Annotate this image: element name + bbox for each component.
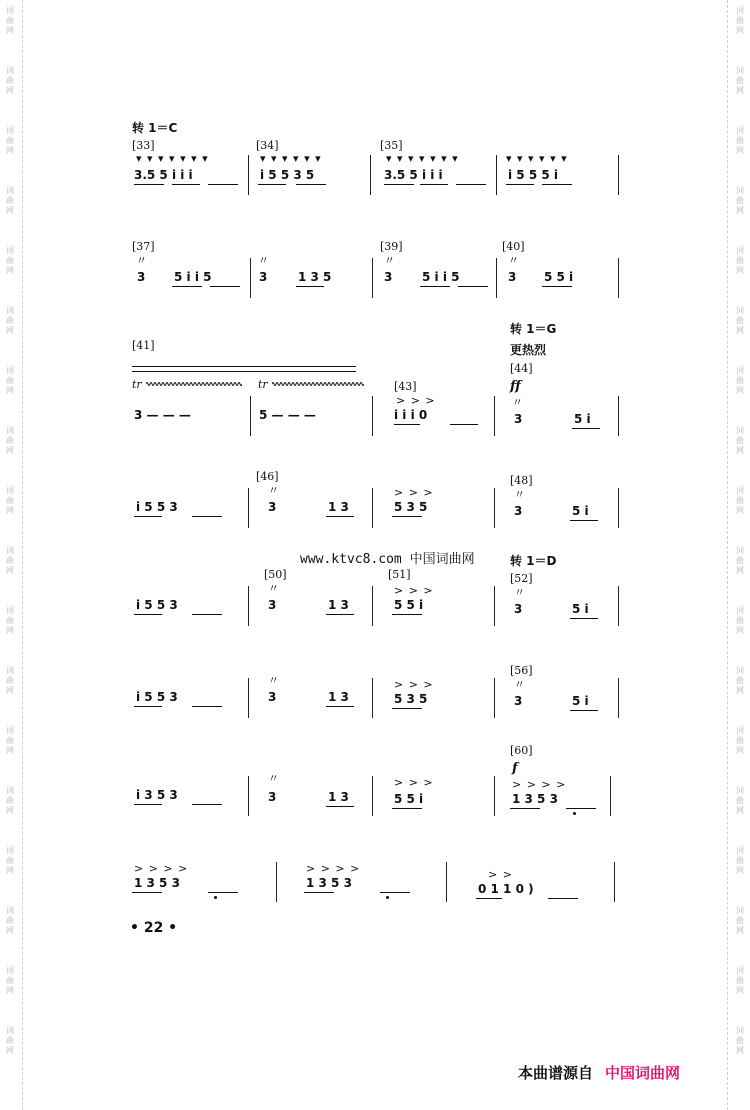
watermark-glyph: 曲 [6,136,14,145]
watermark-glyph: 词 [6,786,14,795]
watermark-glyph: 词 [736,126,744,135]
notation-text: [51] [388,568,411,581]
watermark-glyph: 网 [6,266,14,275]
page-number: • 22 • [130,920,178,936]
watermark-glyph: 词 [6,1026,14,1035]
notation-text: [46] [256,470,279,483]
source-label: 本曲谱源自 [518,1064,594,1082]
beam-underline [296,286,324,287]
watermark-glyph: 词 [6,186,14,195]
notation-text: i 5 5 5 i [508,168,558,182]
notation-text: > > > [394,678,434,691]
beam-underline [542,286,572,287]
watermark-glyph: 曲 [736,1036,744,1045]
notation-text: 〃 [384,254,396,267]
watermark-glyph: 词 [736,1026,744,1035]
watermark-glyph: 网 [736,26,744,35]
notation-text: [39] [380,240,403,253]
bar-line [446,862,447,902]
beam-underline [548,898,578,899]
notation-text: 〃 [258,254,270,267]
bar-line [372,396,373,436]
watermark-glyph: 词 [6,66,14,75]
bar-line [618,488,619,528]
beam-underline [392,516,422,517]
watermark-glyph: 曲 [736,856,744,865]
watermark-glyph: 网 [736,926,744,935]
notation-text: 1 3 5 [298,270,332,284]
watermark-glyph: 词 [6,846,14,855]
watermark-glyph: 网 [6,506,14,515]
notation-text: 5 i i 5 [422,270,460,284]
watermark-glyph: 曲 [736,136,744,145]
beam-underline [134,706,162,707]
notation-text: ▾ ▾ ▾ ▾ ▾ ▾ ▾ [136,152,209,165]
notation-text: 3 [259,270,268,284]
watermark-glyph: 词 [736,426,744,435]
watermark-glyph: 曲 [736,616,744,625]
watermark-glyph: 词 [736,786,744,795]
beam-underline [208,184,238,185]
notation-text: 〃 [268,674,280,687]
bar-line [496,258,497,298]
watermark-glyph: 曲 [6,1036,14,1045]
watermark-glyph: 网 [736,746,744,755]
watermark-glyph: 网 [736,866,744,875]
notation-text: 3 [268,598,277,612]
watermark-glyph: 曲 [6,736,14,745]
notation-text: 5 i i 5 [174,270,212,284]
watermark-glyph: 网 [736,146,744,155]
watermark-glyph: 曲 [6,256,14,265]
watermark-glyph: 词 [6,726,14,735]
bar-line [618,396,619,436]
notation-text: 3 [508,270,517,284]
watermark-glyph: 网 [6,686,14,695]
watermark-glyph: 词 [6,486,14,495]
notation-text: i 3 5 3 [136,788,178,802]
beam-underline [134,184,164,185]
beam-underline [210,286,240,287]
notation-text: 转 1＝C [132,121,178,135]
notation-text: > > > [394,486,434,499]
notation-text: 3 [137,270,146,284]
watermark-glyph: 曲 [6,976,14,985]
notation-text: 3 [514,694,523,708]
watermark-glyph: 词 [6,6,14,15]
beam-underline [132,371,356,372]
watermark-glyph: 网 [736,266,744,275]
watermark-glyph: 网 [6,1046,14,1055]
notation-text: 3 [514,412,523,426]
beam-underline [326,516,354,517]
watermark-glyph: 网 [6,326,14,335]
notation-text: 5 5 i [394,792,424,806]
watermark-glyph: 网 [6,26,14,35]
beam-underline [208,892,238,893]
watermark-glyph: 网 [736,326,744,335]
notation-text: 1 3 [328,790,349,804]
notation-text: [52] [510,572,533,585]
notation-text: 3 [268,500,277,514]
beam-underline [192,614,222,615]
bar-line [614,862,615,902]
notation-text: > > > > [306,862,361,875]
notation-text: ▾ ▾ ▾ ▾ ▾ ▾ [506,152,568,165]
watermark-glyph: 词 [736,606,744,615]
bar-line [618,258,619,298]
watermark-glyph: 曲 [6,16,14,25]
source-footer [518,1062,680,1083]
watermark-glyph: 词 [736,666,744,675]
notation-text: 3 [384,270,393,284]
watermark-glyph: 网 [736,446,744,455]
notation-text: 3 [268,790,277,804]
watermark-glyph: 词 [736,726,744,735]
notation-text: 3.5 5 i i i [134,168,193,182]
beam-underline [566,808,596,809]
watermark-glyph: 词 [6,606,14,615]
beam-underline [132,366,356,367]
octave-dot [573,812,576,815]
bar-line [618,586,619,626]
notation-text: > > > [396,394,436,407]
beam-underline [572,428,600,429]
notation-text: [56] [510,664,533,677]
notation-text: [43] [394,380,417,393]
beam-underline [134,614,162,615]
watermark-glyph: 词 [6,966,14,975]
beam-underline [458,286,488,287]
beam-underline [192,706,222,707]
notation-text: 3 — — — [134,408,191,422]
watermark-glyph: 词 [6,246,14,255]
beam-underline [450,424,478,425]
bar-line [250,396,251,436]
beam-underline [326,706,354,707]
notation-text: [33] [132,139,155,152]
notation-text: [48] [510,474,533,487]
watermark-glyph: 曲 [736,316,744,325]
bar-line [248,678,249,718]
notation-text: i 5 5 3 [136,500,178,514]
notation-text: 5 — — — [259,408,316,422]
notation-text: 1 3 5 3 [512,792,558,806]
watermark-glyph: 词 [6,426,14,435]
notation-text: 3 [268,690,277,704]
watermark-glyph: 曲 [6,916,14,925]
watermark-glyph: 词 [736,486,744,495]
watermark-glyph: 曲 [6,616,14,625]
notation-text: 3.5 5 i i i [384,168,443,182]
watermark-glyph: 曲 [6,196,14,205]
watermark-glyph: 网 [6,566,14,575]
beam-underline [384,184,414,185]
watermark-glyph: 曲 [6,76,14,85]
beam-underline [172,184,200,185]
watermark-glyph: 曲 [736,556,744,565]
watermark-glyph: 网 [736,986,744,995]
bar-line [248,586,249,626]
watermark-glyph: 词 [6,306,14,315]
notation-text: > > > > [134,862,189,875]
notation-text: f [512,761,518,776]
watermark-glyph: 曲 [736,196,744,205]
bar-line [372,258,373,298]
notation-text: 转 1＝G [510,322,557,336]
beam-underline [570,710,598,711]
bar-line [372,776,373,816]
octave-dot [386,896,389,899]
bar-line [276,862,277,902]
watermark-glyph: 曲 [6,676,14,685]
beam-underline [570,520,598,521]
watermark-glyph: 网 [6,206,14,215]
watermark-glyph: 网 [6,626,14,635]
bar-line [372,678,373,718]
watermark-glyph: 网 [736,566,744,575]
notation-text: i 5 5 3 [136,690,178,704]
watermark-glyph: 网 [6,806,14,815]
watermark-glyph: 曲 [736,676,744,685]
watermark-glyph: 网 [6,446,14,455]
watermark-glyph: 网 [736,626,744,635]
beam-underline [510,808,540,809]
watermark-glyph: 曲 [6,796,14,805]
bar-line [494,488,495,528]
bar-line [618,678,619,718]
trill-mark: tr [132,378,142,391]
notation-text: > > > > [512,778,567,791]
site-name: 中国词曲网 [605,1064,681,1082]
watermark-glyph: 词 [736,6,744,15]
notation-text: [41] [132,339,155,352]
beam-underline [542,184,572,185]
beam-underline [258,184,286,185]
notation-text: [50] [264,568,287,581]
notation-text: 5 i [572,504,589,518]
watermark-glyph: 曲 [6,436,14,445]
notation-text: [35] [380,139,403,152]
octave-dot [214,896,217,899]
bar-line [248,776,249,816]
notation-text: 1 3 5 3 [134,876,180,890]
notation-text: 5 5 i [544,270,574,284]
notation-text: 5 3 5 [394,692,428,706]
beam-underline [134,516,162,517]
watermark-glyph: 曲 [6,376,14,385]
trill-wave [146,381,242,387]
watermark-glyph: 网 [736,506,744,515]
watermark-glyph: 曲 [736,76,744,85]
watermark-glyph: 曲 [736,496,744,505]
watermark-glyph: 曲 [736,16,744,25]
notation-text: 3 [514,602,523,616]
notation-text: 3 [514,504,523,518]
watermark-glyph: 词 [736,306,744,315]
beam-underline [392,808,422,809]
notation-text: [34] [256,139,279,152]
notation-text: ▾ ▾ ▾ ▾ ▾ ▾ [260,152,322,165]
notation-text: 1 3 [328,690,349,704]
notation-text: ff [510,379,521,394]
notation-text: [60] [510,744,533,757]
watermark-glyph: 曲 [6,316,14,325]
watermark-glyph: 曲 [6,496,14,505]
beam-underline [456,184,486,185]
watermark-glyph: 曲 [736,976,744,985]
notation-text: > > [488,868,513,881]
notation-text: [40] [502,240,525,253]
bar-line [494,396,495,436]
beam-underline [132,892,162,893]
notation-text: 〃 [268,582,280,595]
notation-text: 1 3 [328,500,349,514]
beam-underline [326,614,354,615]
watermark-glyph: 曲 [736,436,744,445]
watermark-glyph: 曲 [6,856,14,865]
watermark-glyph: 词 [6,366,14,375]
beam-underline [192,804,222,805]
watermark-glyph: 网 [6,926,14,935]
notation-text: 1 3 5 3 [306,876,352,890]
beam-underline [394,424,420,425]
watermark-glyph: 词 [736,246,744,255]
beam-underline [134,804,162,805]
bar-line [494,678,495,718]
watermark-glyph: 词 [736,546,744,555]
watermark-glyph: 网 [736,686,744,695]
bar-line [372,586,373,626]
watermark-glyph: 词 [736,846,744,855]
bar-line [494,776,495,816]
watermark-glyph: 网 [6,866,14,875]
beam-underline [392,708,422,709]
notation-text: [44] [510,362,533,375]
notation-text: 〃 [268,484,280,497]
watermark-glyph: 网 [736,806,744,815]
watermark-glyph: 网 [736,206,744,215]
notation-text: i i i 0 [394,408,428,422]
watermark-glyph: 词 [736,966,744,975]
notation-text: 转 1＝D [510,554,557,568]
watermark-glyph: 词 [736,906,744,915]
watermark-glyph: 曲 [6,556,14,565]
notation-text: ▾ ▾ ▾ ▾ ▾ ▾ ▾ [386,152,459,165]
notation-text: 〃 [514,488,526,501]
bar-line [618,155,619,195]
watermark-glyph: 网 [6,986,14,995]
notation-text: 〃 [508,254,520,267]
beam-underline [192,516,222,517]
notation-text: i 5 5 3 [136,598,178,612]
trill-mark: tr [258,378,268,391]
watermark-glyph: 词 [6,666,14,675]
bar-line [370,155,371,195]
notation-text: 1 3 [328,598,349,612]
notation-text: 更热烈 [510,343,547,357]
beam-underline [172,286,202,287]
notation-text: 〃 [514,678,526,691]
bar-line [496,155,497,195]
beam-underline [304,892,334,893]
watermark-glyph: 词 [6,126,14,135]
bar-line [248,155,249,195]
site-url-overlay: www.ktvc8.com 中国词曲网 [300,552,475,567]
watermark-glyph: 曲 [736,796,744,805]
beam-underline [506,184,534,185]
watermark-glyph: 词 [736,66,744,75]
notation-text: 5 i [574,412,591,426]
notation-text: 5 i [572,694,589,708]
notation-text: > > > [394,584,434,597]
watermark-glyph: 曲 [736,376,744,385]
beam-underline [296,184,326,185]
beam-underline [380,892,410,893]
bar-line [494,586,495,626]
beam-underline [392,614,422,615]
watermark-glyph: 网 [6,146,14,155]
bar-line [248,488,249,528]
watermark-glyph: 网 [6,386,14,395]
notation-text: 5 5 i [394,598,424,612]
watermark-glyph: 网 [6,746,14,755]
beam-underline [420,184,448,185]
watermark-glyph: 词 [736,186,744,195]
bar-line [250,258,251,298]
notation-text: 〃 [136,254,148,267]
notation-text: 〃 [512,396,524,409]
watermark-glyph: 网 [736,86,744,95]
notation-text: > > > [394,776,434,789]
watermark-glyph: 曲 [736,916,744,925]
notation-text: 5 i [572,602,589,616]
watermark-glyph: 网 [736,1046,744,1055]
notation-text: 〃 [268,772,280,785]
watermark-glyph: 曲 [736,736,744,745]
beam-underline [476,898,502,899]
watermark-glyph: 词 [6,546,14,555]
notation-text: 5 3 5 [394,500,428,514]
bar-line [610,776,611,816]
beam-underline [326,806,354,807]
bar-line [372,488,373,528]
notation-text: 0 1 1 0 ) [478,882,534,896]
notation-text: i 5 5 3 5 [260,168,315,182]
watermark-glyph: 词 [736,366,744,375]
watermark-glyph: 曲 [736,256,744,265]
beam-underline [570,618,598,619]
watermark-glyph: 词 [6,906,14,915]
notation-text: 〃 [514,586,526,599]
watermark-glyph: 网 [6,86,14,95]
notation-text: [37] [132,240,155,253]
watermark-glyph: 网 [736,386,744,395]
trill-wave [272,381,364,387]
beam-underline [420,286,450,287]
